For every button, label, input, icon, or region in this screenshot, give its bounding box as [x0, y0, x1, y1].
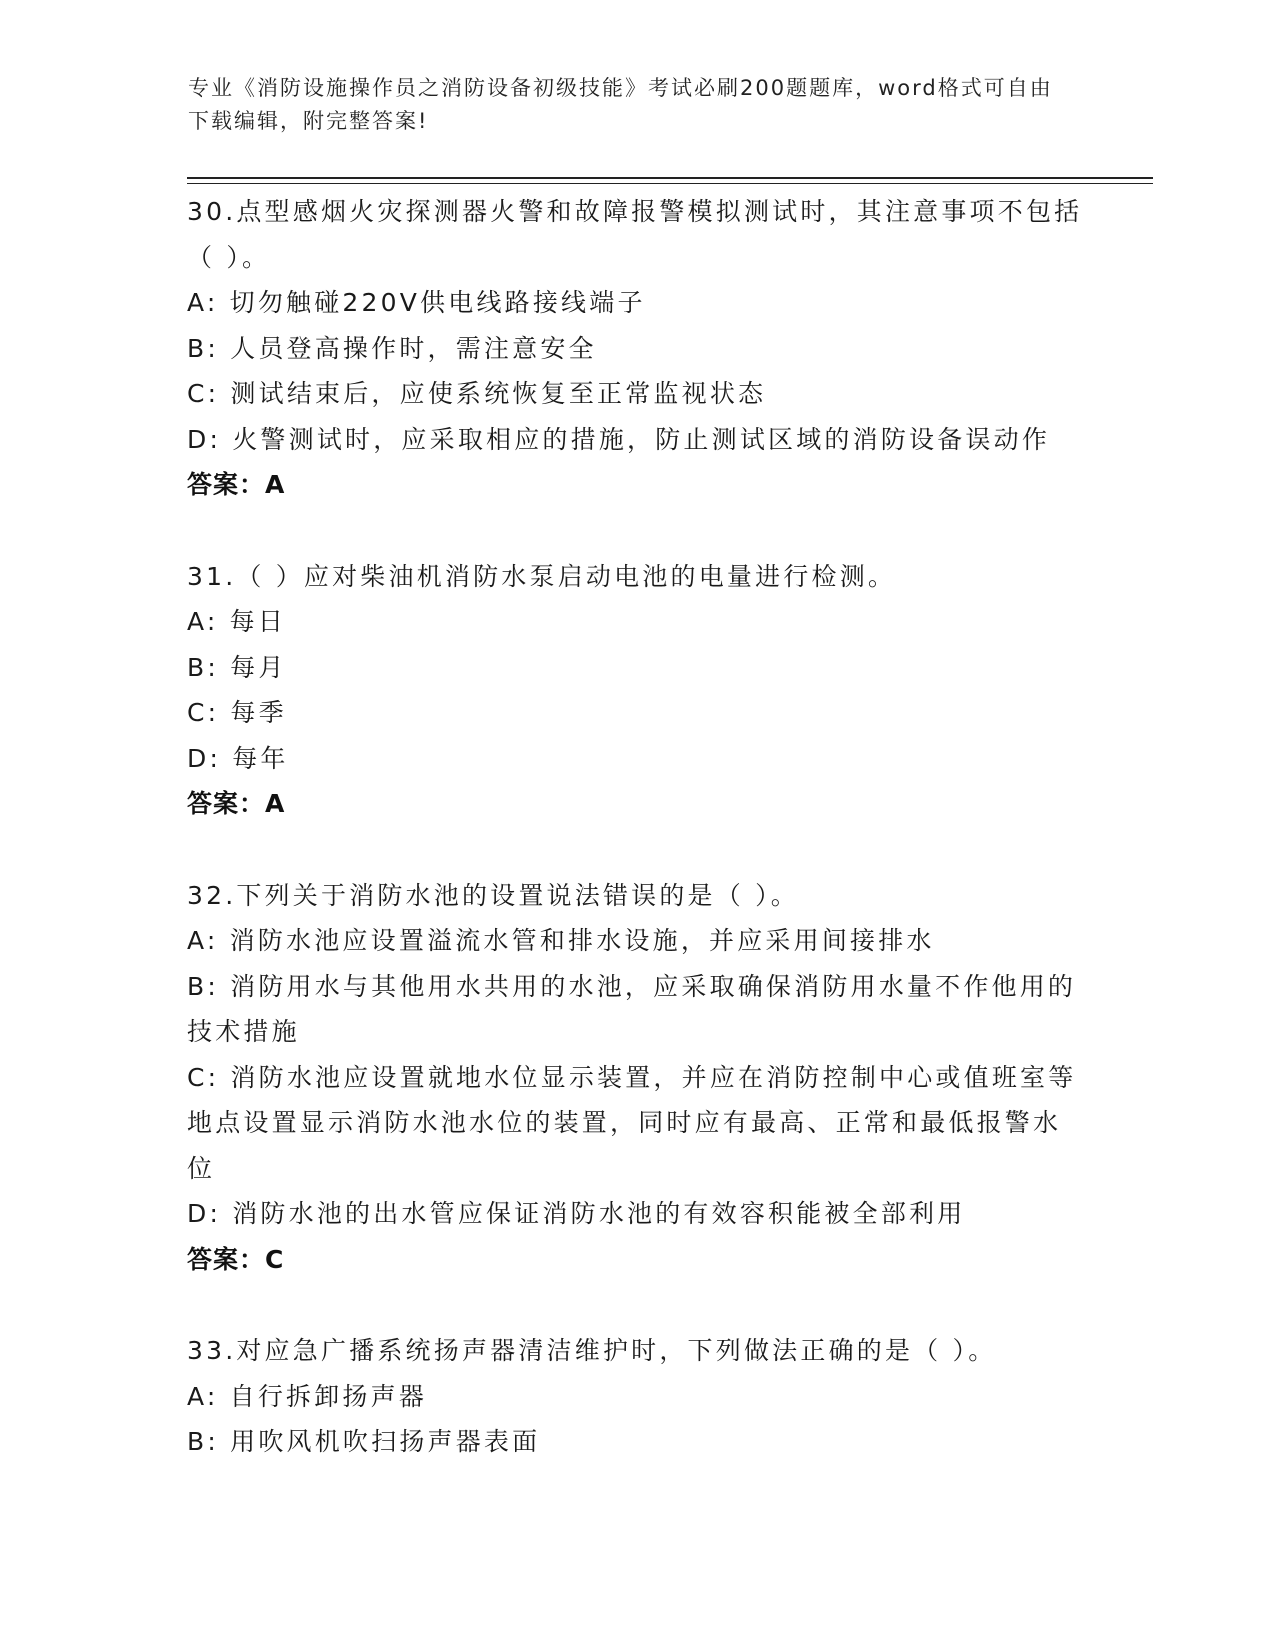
question-stem: 30.点型感烟火灾探测器火警和故障报警模拟测试时，其注意事项不包括（ ）。	[187, 197, 1083, 272]
question-list	[187, 189, 1087, 1511]
question-stem: 31.（ ）应对柴油机消防水泵启动电池的电量进行检测。	[187, 561, 897, 591]
question-stem: 32.下列关于消防水池的设置说法错误的是（ ）。	[187, 880, 800, 910]
option-a: A: 消防水池应设置溢流水管和排水设施，并应采用间接排水	[187, 926, 935, 955]
question-33	[187, 1328, 1087, 1465]
option-c: C: 消防水池应设置就地水位显示装置，并应在消防控制中心或值班室等地点设置显示消防水池水位的装置，同时应有最高、正常和最低报警水位	[187, 1062, 1077, 1183]
answer: 答案：A	[187, 470, 286, 499]
question-32	[187, 873, 1087, 1283]
header-divider-thin	[187, 183, 1153, 184]
question-31	[187, 554, 1087, 827]
option-a: A: 自行拆卸扬声器	[187, 1381, 428, 1411]
option-b: B: 人员登高操作时，需注意安全	[187, 333, 597, 363]
question-30	[187, 189, 1087, 508]
option-b: B: 每月	[187, 652, 287, 682]
header-divider-thick	[187, 177, 1153, 179]
document-header: 专业《消防设施操作员之消防设备初级技能》考试必刷200题题库，word格式可自由下载编辑，附完整答案!	[188, 76, 1053, 133]
answer: 答案：C	[187, 1244, 285, 1274]
option-d: D: 火警测试时，应采取相应的措施，防止测试区域的消防设备误动作	[187, 424, 1051, 454]
option-a: A: 每日	[187, 607, 287, 636]
option-b: B: 消防用水与其他用水共用的水池，应采取确保消防用水量不作他用的技术措施	[187, 971, 1077, 1046]
option-d: D: 消防水池的出水管应保证消防水池的有效容积能被全部利用	[187, 1199, 966, 1228]
option-b: B: 用吹风机吹扫扬声器表面	[187, 1427, 541, 1456]
answer: 答案：A	[187, 789, 286, 818]
option-d: D: 每年	[187, 743, 289, 773]
option-a: A: 切勿触碰220V供电线路接线端子	[187, 288, 646, 317]
question-stem: 33.对应急广播系统扬声器清洁维护时，下列做法正确的是（ ）。	[187, 1336, 997, 1365]
option-c: C: 每季	[187, 698, 287, 727]
option-c: C: 测试结束后，应使系统恢复至正常监视状态	[187, 379, 767, 408]
